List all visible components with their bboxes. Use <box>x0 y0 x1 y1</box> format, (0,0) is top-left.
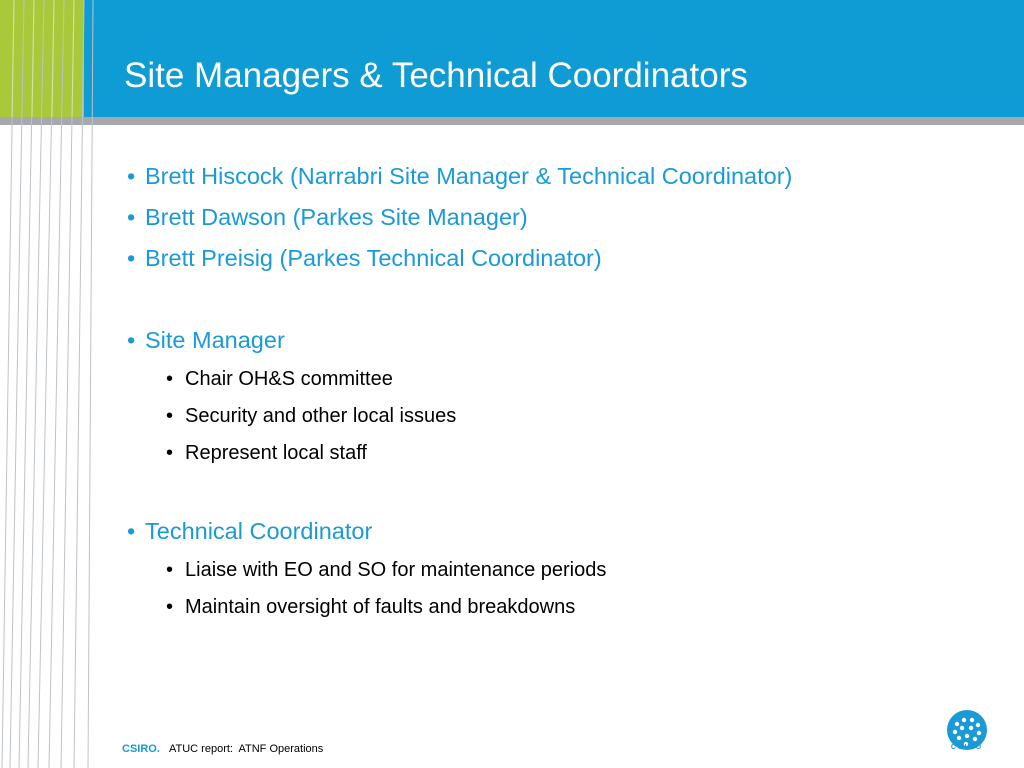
footer-brand: CSIRO. <box>122 743 160 755</box>
spacer <box>124 472 1004 511</box>
site-manager-duty: • Represent local staff <box>124 435 1004 472</box>
spacer <box>124 279 1004 320</box>
person-item: • Brett Preisig (Parkes Technical Coordinator) <box>124 238 1004 279</box>
person-item: • Brett Dawson (Parkes Site Manager) <box>124 197 1004 238</box>
site-manager-duty: • Security and other local issues <box>124 398 1004 435</box>
footer-text: ATUC report: ATNF Operations <box>169 743 324 755</box>
header-rule <box>0 117 1024 125</box>
technical-coordinator-duty: • Liaise with EO and SO for maintenance periods <box>124 552 1004 589</box>
slide-title: Site Managers & Technical Coordinators <box>124 56 748 95</box>
site-manager-heading: • Site Manager <box>124 320 1004 361</box>
site-manager-duty: • Chair OH&S committee <box>124 361 1004 398</box>
technical-coordinator-heading: • Technical Coordinator <box>124 511 1004 552</box>
decorative-lines <box>0 0 100 768</box>
technical-coordinator-duty: • Maintain oversight of faults and breakdowns <box>124 589 1004 626</box>
logo-text: CSIRO <box>950 744 984 751</box>
person-item: • Brett Hiscock (Narrabri Site Manager & Technical Coordinator) <box>124 156 1004 197</box>
slide-content <box>124 156 1004 626</box>
